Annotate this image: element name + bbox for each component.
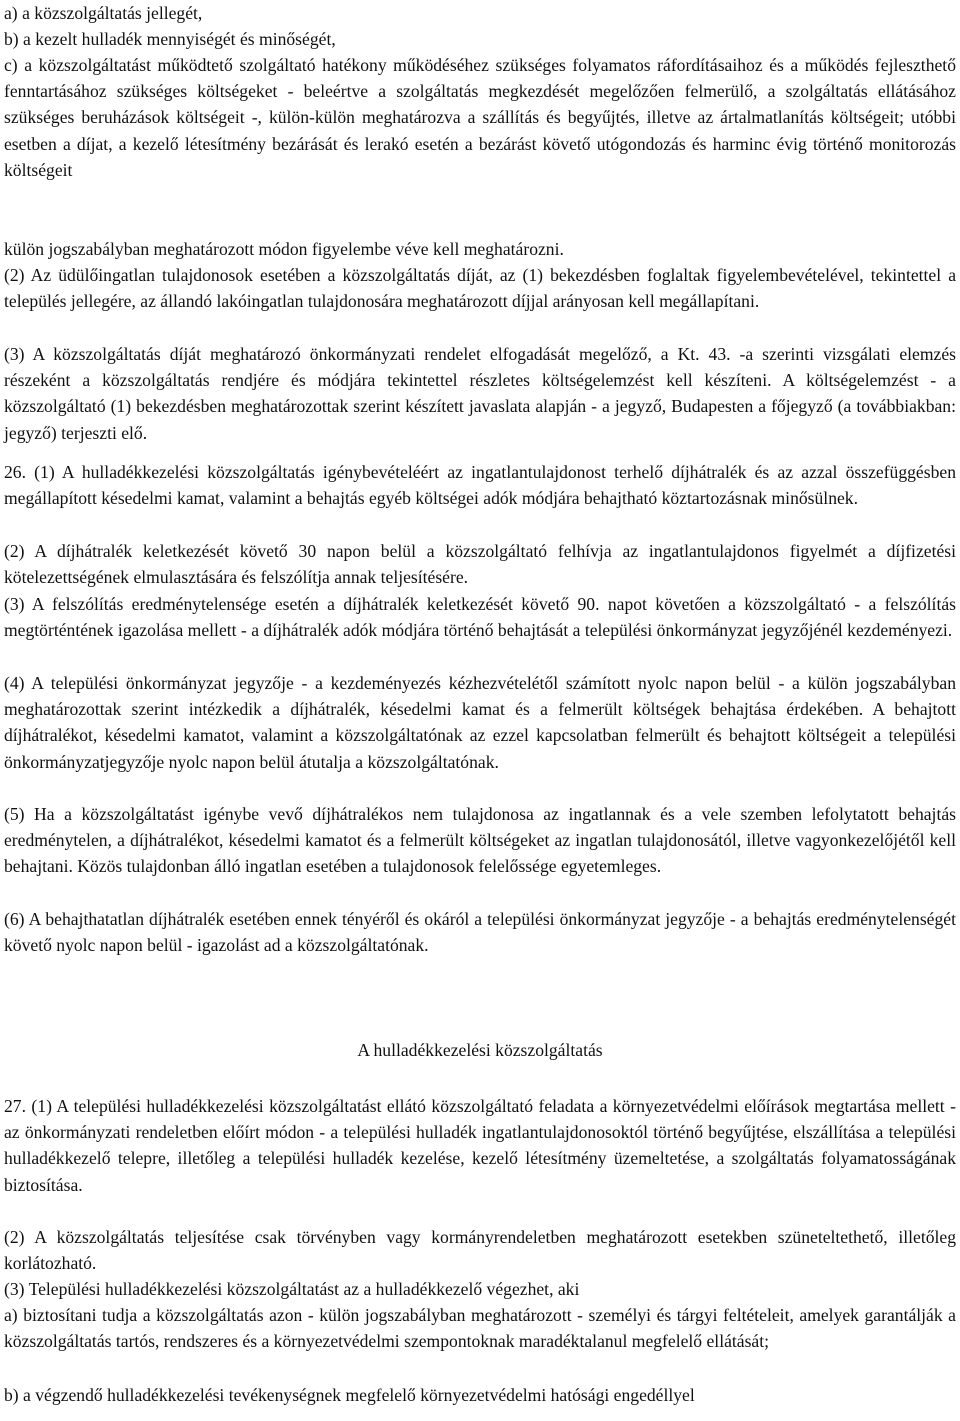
paragraph-26-3: (3) A felszólítás eredménytelensége esetén a díjhátralék keletkezését követő 90. napot követően a közszolgáltató - a felszólítás megtörténtének igazolása mellett - a díjhátralék adók módjára történő behajtását a települési önkormányzat jegyzőjénél kezdeményezi. (4, 594, 956, 641)
paragraph-26-6: (6) A behajthatatlan díjhátralék esetében ennek tényéről és okáról a települési önkormányzat jegyzője - a behajtás eredménytelenségét követő nyolc napon belül - igazolást ad a közszolgáltatónak. (4, 909, 956, 956)
paragraph-closing: külön jogszabályban meghatározott módon figyelembe véve kell meghatározni. (4, 239, 564, 259)
paragraph-25-2: (2) Az üdülőingatlan tulajdonosok esetében a közszolgáltatás díját, az (1) bekezdésben foglaltak figyelembevételével, tekintettel a település jellegére, az állandó lakóingatlan tulajdonosára meghatározott díjjal arányosan kell megállapítani. (4, 265, 956, 312)
list-item-c: c) a közszolgáltatást működtető szolgáltató hatékony működéséhez szükséges folyamatos ráfordításaihoz és a működés fejleszthető fenntartásához szükséges költségeket - beleértve a szolgáltatás megkezdését megelőzően felmerülő, a szolgáltatás ellátásához szükséges beruházások költségeit -, külön-külön meghatározva a szállítás és begyűjtés, illetve az ártalmatlanítás költségeit; utóbbi esetben a díjat, a kezelő létesítmény bezárását és lerakó esetén a bezárást követő utógondozás és harminc évig történő monitorozás költségeit (4, 55, 956, 180)
list-item-a: a) a közszolgáltatás jellegét, (4, 3, 203, 23)
list-item-27-3-b: b) a végzendő hulladékkezelési tevékenységnek megfelelő környezetvédelmi hatósági engedéllyel (4, 1385, 695, 1405)
paragraph-26-1: 26. (1) A hulladékkezelési közszolgáltatás igénybevételéért az ingatlantulajdonost terhelő díjhátralék és az azzal összefüggésben megállapított késedelmi kamat, valamint a behajtás egyéb költségei adók módjára behajtható köztartozásnak minősülnek. (4, 462, 956, 509)
section-heading: A hulladékkezelési közszolgáltatás (357, 1040, 603, 1060)
list-item-27-3-a: a) biztosítani tudja a közszolgáltatás azon - külön jogszabályban meghatározott - személyi és tárgyi feltételeit, amelyek garantálják a közszolgáltatás tartós, rendszeres és a környezetvédelmi szempontoknak maradéktalanul megfelelő ellátását; (4, 1305, 956, 1352)
paragraph-27-2: (2) A közszolgáltatás teljesítése csak törvényben vagy kormányrendeletben meghatározott esetekben szüneteltethető, illetőleg korlátozható. (4, 1227, 956, 1274)
paragraph-26-2: (2) A díjhátralék keletkezését követő 30 napon belül a közszolgáltató felhívja az ingatlantulajdonos figyelmét a díjfizetési kötelezettségének elmulasztására és felszólítja annak teljesítésére. (4, 541, 956, 588)
paragraph-25-3: (3) A közszolgáltatás díját meghatározó önkormányzati rendelet elfogadását megelőző, a Kt. 43. -a szerinti vizsgálati elemzés részeként a közszolgáltatás rendjére és módjára tekintettel részletes költségelemzést kell készíteni. A költségelemzést - a közszolgáltató (1) bekezdésben meghatározottak szerint készített javaslata alapján - a jegyző, Budapesten a főjegyző (a továbbiakban: jegyző) terjeszti elő. (4, 344, 956, 443)
paragraph-26-4: (4) A települési önkormányzat jegyzője - a kezdeményezés kézhezvételétől számított nyolc napon belül - a külön jogszabályban meghatározottak szerint intézkedik a díjhátralék, késedelmi kamat és a felmerült költségek behajtása érdekében. A behajtott díjhátralékot, késedelmi kamatot, valamint a közszolgáltatónak az ezzel kapcsolatban felmerült és behajtott költségeit a települési önkormányzatjegyzője nyolc napon belül átutalja a közszolgáltatónak. (4, 673, 956, 772)
list-item-b: b) a kezelt hulladék mennyiségét és minőségét, (4, 29, 336, 49)
paragraph-27-1: 27. (1) A települési hulladékkezelési közszolgáltatást ellátó közszolgáltató feladata a környezetvédelmi előírások megtartása mellett - az önkormányzati rendeletben előírt módon - a települési hulladék ingatlantulajdonosoktól történő begyűjtése, elszállítása a települési hulladékkezelő telepre, illetőleg a települési hulladék kezelése, kezelő létesítmény üzemeltetése, a szolgáltatás folyamatosságának biztosítása. (4, 1096, 956, 1195)
paragraph-27-3: (3) Települési hulladékkezelési közszolgáltatást az a hulladékkezelő végezhet, aki (4, 1279, 580, 1299)
paragraph-26-5: (5) Ha a közszolgáltatást igénybe vevő díjhátralékos nem tulajdonosa az ingatlannak és a vele szemben lefolytatott behajtás eredménytelen, a díjhátralékot, késedelmi kamatot és a felmerült költségeket az ingatlan tulajdonosától, illetve vagyonkezelőjétől kell behajtani. Közös tulajdonban álló ingatlan esetében a tulajdonosok felelőssége egyetemleges. (4, 804, 956, 877)
